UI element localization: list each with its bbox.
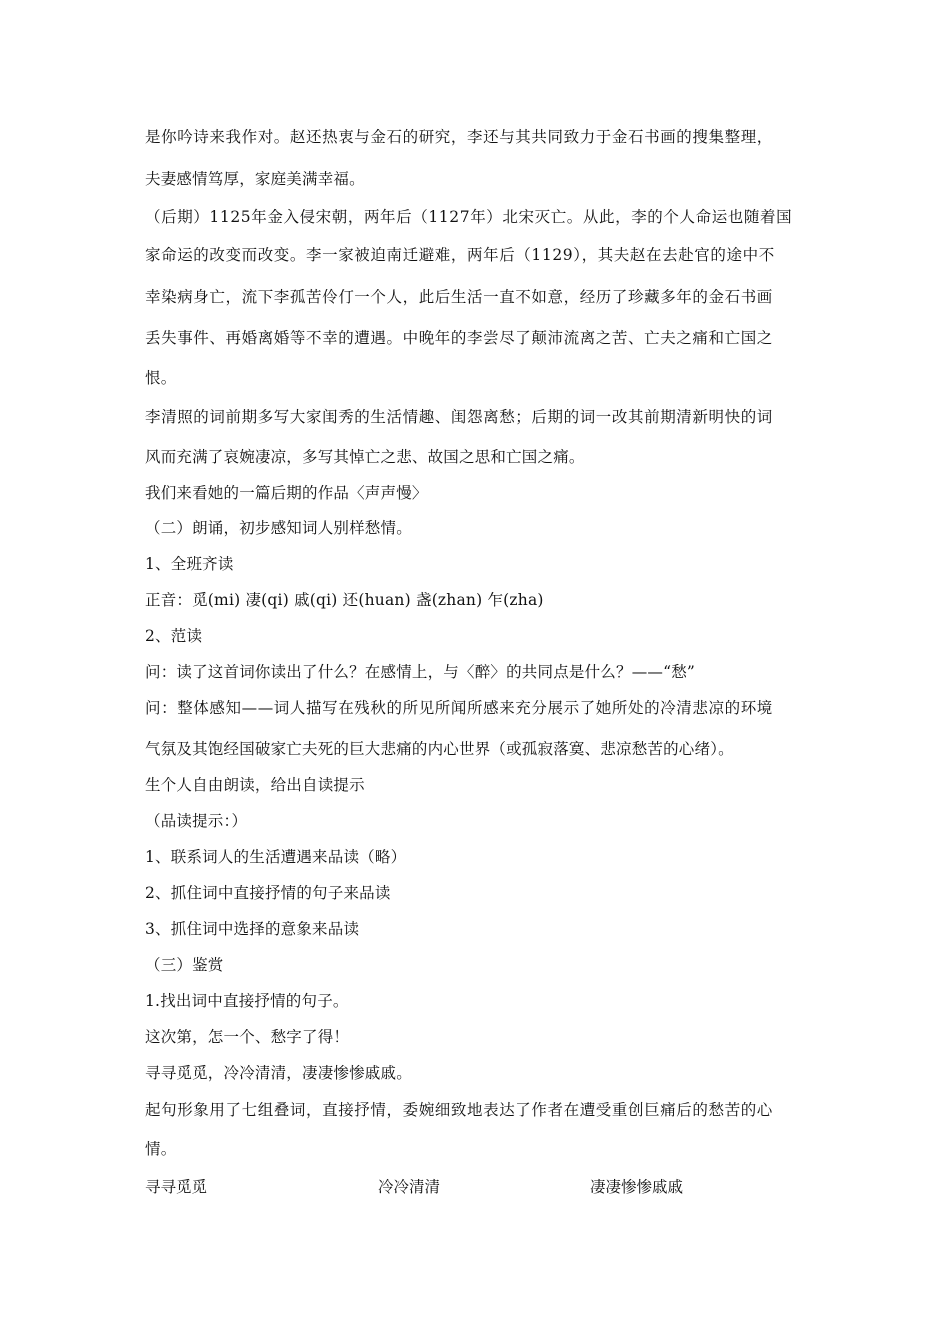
paragraph-line: 起句形象用了七组叠词，直接抒情，委婉细致地表达了作者在遭受重创巨痛后的愁苦的心 bbox=[145, 1101, 773, 1119]
paragraph-line: 问：读了这首词你读出了什么？在感情上，与〈醉〉的共同点是什么？——“愁” bbox=[145, 663, 696, 681]
reduplication-row bbox=[145, 1177, 845, 1199]
paragraph-line: 风而充满了哀婉凄凉，多写其悼亡之悲、故国之思和亡国之痛。 bbox=[145, 448, 585, 466]
paragraph-line: 这次第，怎一个、愁字了得！ bbox=[145, 1028, 350, 1046]
paragraph-line: 2、范读 bbox=[145, 627, 203, 645]
paragraph-line: 丢失事件、再婚离婚等不幸的遭遇。中晚年的李尝尽了颠沛流离之苦、亡夫之痛和亡国之 bbox=[145, 329, 773, 347]
paragraph-line: 寻寻觅觅，冷冷清清，凄凄惨惨戚戚。 bbox=[145, 1064, 412, 1082]
pronunciation-line: 正音：觅(mi) 凄(qi) 戚(qi) 还(huan) 盏(zhan) 乍(zha) bbox=[145, 591, 544, 609]
reduplication-item: 寻寻觅觅 bbox=[145, 1178, 208, 1196]
paragraph-line: 是你吟诗来我作对。赵还热衷与金石的研究，李还与其共同致力于金石书画的搜集整理， bbox=[145, 128, 773, 146]
paragraph-line: （后期）1125年金入侵宋朝，两年后（1127年）北宋灭亡。从此，李的个人命运也随着国 bbox=[145, 208, 793, 226]
paragraph-line: 生个人自由朗读，给出自读提示 bbox=[145, 776, 365, 794]
paragraph-line: 我们来看她的一篇后期的作品〈声声慢〉 bbox=[145, 484, 428, 502]
paragraph-line: 1、联系词人的生活遭遇来品读（略） bbox=[145, 848, 407, 866]
section-heading: （二）朗诵，初步感知词人别样愁情。 bbox=[145, 519, 412, 537]
paragraph-line: 问：整体感知——词人描写在残秋的所见所闻所感来充分展示了她所处的冷清悲凉的环境 bbox=[145, 699, 773, 717]
paragraph-line: 李清照的词前期多写大家闺秀的生活情趣、闺怨离愁；后期的词一改其前期清新明快的词 bbox=[145, 408, 773, 426]
paragraph-line: 2、抓住词中直接抒情的句子来品读 bbox=[145, 884, 391, 902]
paragraph-line: 3、抓住词中选择的意象来品读 bbox=[145, 920, 360, 938]
paragraph-line: 情。 bbox=[145, 1140, 177, 1158]
paragraph-line: 夫妻感情笃厚，家庭美满幸福。 bbox=[145, 170, 365, 188]
reduplication-item: 冷冷清清 bbox=[378, 1178, 441, 1196]
reduplication-item: 凄凄惨惨戚戚 bbox=[590, 1178, 684, 1196]
paragraph-line: 家命运的改变而改变。李一家被迫南迁避难，两年后（1129），其夫赵在去赴官的途中不 bbox=[145, 246, 775, 264]
paragraph-line: 气氛及其饱经国破家亡夫死的巨大悲痛的内心世界（或孤寂落寞、悲凉愁苦的心绪）。 bbox=[145, 740, 734, 758]
section-heading: （三）鉴赏 bbox=[145, 956, 224, 974]
paragraph-line: 1、全班齐读 bbox=[145, 555, 234, 573]
paragraph-line: （品读提示：） bbox=[145, 812, 248, 830]
paragraph-line: 1.找出词中直接抒情的句子。 bbox=[145, 992, 349, 1010]
paragraph-line: 幸染病身亡，流下李孤苦伶仃一个人，此后生活一直不如意，经历了珍藏多年的金石书画 bbox=[145, 288, 773, 306]
paragraph-line: 恨。 bbox=[145, 369, 177, 387]
